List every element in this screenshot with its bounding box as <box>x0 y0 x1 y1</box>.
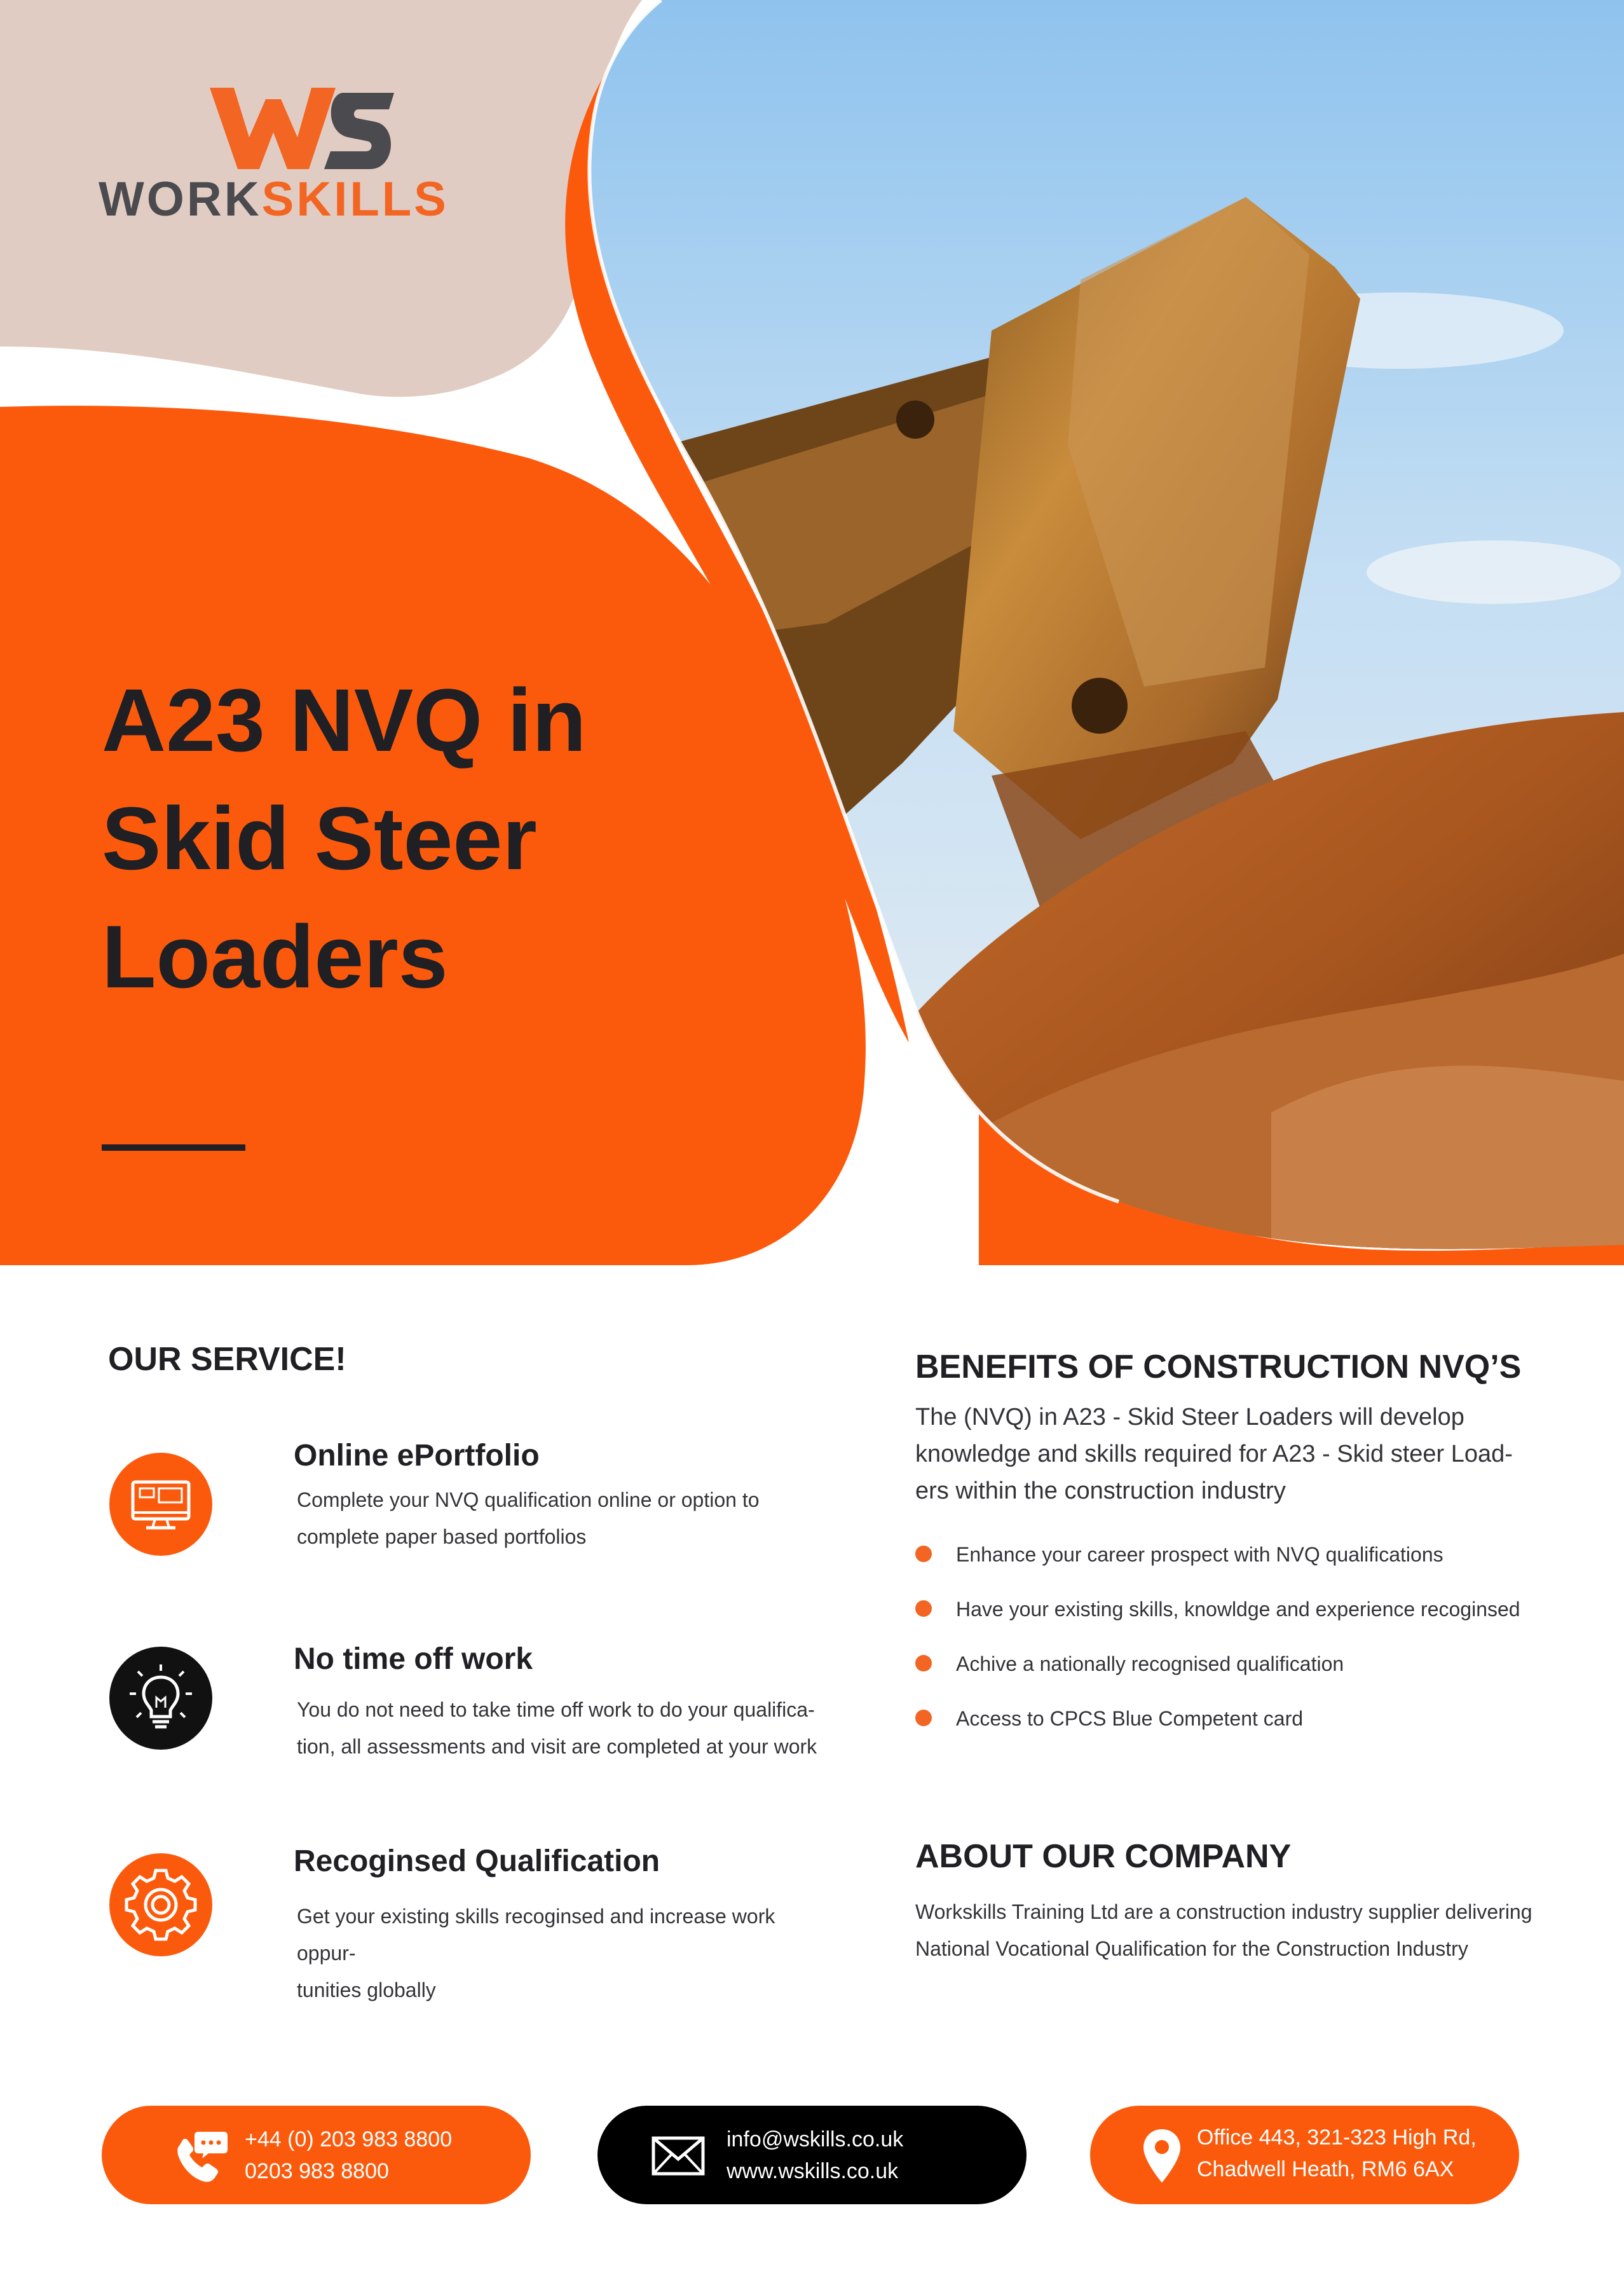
benefits-heading: BENEFITS OF CONSTRUCTION NVQ’S <box>915 1348 1522 1385</box>
phone-contact[interactable] <box>102 2106 531 2204</box>
logo-word-skills: SKILLS <box>261 172 449 226</box>
workskills-logo-text <box>99 172 449 227</box>
website-url[interactable]: www.wskills.co.uk <box>727 2159 899 2183</box>
page-title <box>102 661 801 1016</box>
service-desc-line: Complete your NVQ qualification online or option to <box>297 1488 760 1511</box>
title-line-3: Loaders <box>102 907 448 1006</box>
service-desc-line: You do not need to take time off work to do your qualifica- <box>297 1698 815 1721</box>
benefit-text: Enhance your career prospect with NVQ qualifications <box>956 1543 1443 1566</box>
location-pin-icon <box>1142 2128 1182 2184</box>
service-desc-recognised-qualification <box>297 1898 824 2008</box>
benefits-intro-line: The (NVQ) in A23 - Skid Steer Loaders will develop <box>915 1404 1464 1431</box>
bullet-dot-icon <box>915 1710 932 1726</box>
benefit-text: Have your existing skills, knowldge and experience recoginsed <box>956 1598 1520 1621</box>
email-contact[interactable] <box>597 2106 1027 2204</box>
service-desc-line: tion, all assessments and visit are completed at your work <box>297 1735 817 1758</box>
services-heading: OUR SERVICE! <box>108 1341 346 1378</box>
service-desc-line: tunities globally <box>297 1979 436 2001</box>
about-text <box>915 1893 1538 1967</box>
computer-icon <box>109 1453 212 1556</box>
service-desc-line: complete paper based portfolios <box>297 1525 587 1548</box>
phone-line-1: +44 (0) 203 983 8800 <box>245 2127 453 2151</box>
benefits-intro <box>915 1399 1525 1509</box>
bullet-dot-icon <box>915 1600 932 1617</box>
address-line-1: Office 443, 321-323 High Rd, <box>1197 2125 1477 2150</box>
bullet-dot-icon <box>915 1546 932 1562</box>
lightbulb-icon <box>109 1647 212 1750</box>
workskills-logo-mark <box>210 88 394 170</box>
benefits-intro-line: knowledge and skills required for A23 - Skid steer Load- <box>915 1441 1513 1467</box>
about-heading: ABOUT OUR COMPANY <box>915 1838 1292 1875</box>
benefit-text: Achive a nationally recognised qualification <box>956 1652 1344 1675</box>
title-line-1: A23 NVQ in <box>102 670 587 770</box>
about-text-line: National Vocational Qualification for the Construction Industry <box>915 1937 1468 1960</box>
phone-line-2: 0203 983 8800 <box>245 2159 389 2183</box>
benefit-text: Access to CPCS Blue Competent card <box>956 1707 1304 1730</box>
bullet-dot-icon <box>915 1655 932 1671</box>
phone-chat-icon <box>170 2128 228 2185</box>
benefits-intro-line: ers within the construction industry <box>915 1478 1286 1504</box>
service-title-no-time-off: No time off work <box>294 1642 533 1676</box>
address-contact[interactable] <box>1090 2106 1519 2204</box>
service-title-eportfolio: Online ePortfolio <box>294 1439 540 1472</box>
gear-icon <box>109 1853 212 1956</box>
email-address[interactable]: info@wskills.co.uk <box>727 2127 904 2151</box>
envelope-icon <box>652 2136 705 2176</box>
logo-word-work: WORK <box>99 172 262 226</box>
title-underline <box>102 1144 245 1151</box>
about-text-line: Workskills Training Ltd are a construction industry supplier delivering <box>915 1900 1532 1923</box>
service-desc-no-time-off <box>297 1691 824 1765</box>
title-line-2: Skid Steer <box>102 788 537 888</box>
service-desc-eportfolio <box>297 1481 824 1555</box>
service-title-recognised-qualification: Recoginsed Qualification <box>294 1844 660 1878</box>
service-desc-line: Get your existing skills recoginsed and increase work oppur- <box>297 1905 775 1965</box>
address-line-2: Chadwell Heath, RM6 6AX <box>1197 2157 1454 2181</box>
